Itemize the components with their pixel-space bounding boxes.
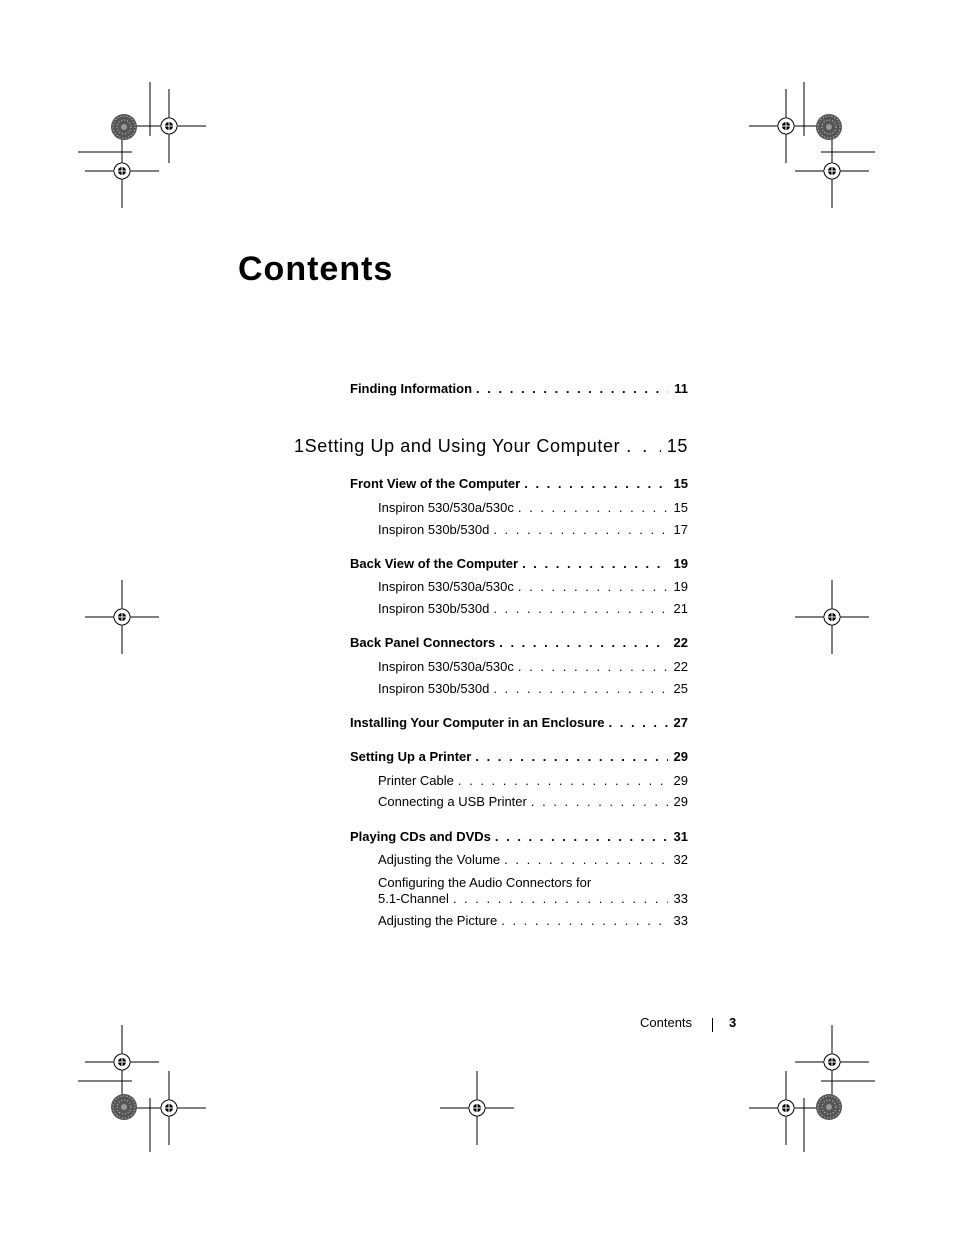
- toc-entry-page: 32: [673, 852, 688, 867]
- toc-subentry[interactable]: [378, 681, 688, 697]
- toc-entry-page: 29: [673, 794, 688, 809]
- toc-entry-page: 15: [673, 476, 688, 491]
- dot-leader: [493, 522, 668, 538]
- toc-entry-label: Printer Cable: [378, 773, 454, 788]
- dot-leader: [501, 913, 668, 929]
- toc-entry-label-line2: 5.1-Channel: [378, 891, 449, 906]
- toc-entry-label: Back View of the Computer: [350, 556, 519, 571]
- dot-leader: [493, 601, 668, 617]
- dot-leader: [522, 556, 668, 572]
- toc-entry-label: Adjusting the Volume: [378, 852, 501, 867]
- dot-leader: [453, 891, 668, 907]
- chapter-page: 15: [666, 436, 688, 456]
- toc-entry-page: 22: [673, 659, 688, 674]
- toc-subentry[interactable]: [378, 773, 688, 789]
- toc-entry-page: 11: [674, 381, 688, 396]
- footer-divider: [712, 1018, 713, 1032]
- toc-entry-page: 15: [673, 500, 688, 515]
- toc-entry-page: 25: [673, 681, 688, 696]
- toc-entry-page: 17: [673, 522, 688, 537]
- toc-entry-page: 31: [673, 829, 688, 844]
- dot-leader: [626, 436, 661, 457]
- dot-leader: [609, 715, 669, 731]
- dot-leader: [518, 659, 668, 675]
- toc-entry[interactable]: [350, 476, 688, 492]
- dot-leader: [499, 635, 668, 651]
- dot-leader: [518, 500, 668, 516]
- toc-subentry[interactable]: [378, 874, 688, 907]
- toc-entry-page: 22: [673, 635, 688, 650]
- toc-entry-page: 29: [673, 773, 688, 788]
- toc-subentry[interactable]: [378, 500, 688, 516]
- toc-entry-label: Configuring the Audio Connectors for: [378, 875, 592, 890]
- toc-entry-page: 27: [673, 715, 688, 730]
- toc-entry[interactable]: [350, 715, 688, 731]
- dot-leader: [524, 476, 668, 492]
- toc-entry-page: 33: [673, 891, 688, 906]
- toc-subentry[interactable]: [378, 852, 688, 868]
- toc-entry-label: Inspiron 530/530a/530c: [378, 500, 514, 515]
- dot-leader: [495, 829, 668, 845]
- footer-page-number: 3: [729, 1015, 737, 1030]
- dot-leader: [504, 852, 668, 868]
- toc-entry[interactable]: [350, 556, 688, 572]
- dot-leader: [493, 681, 668, 697]
- dot-leader: [458, 773, 668, 789]
- toc-subentry[interactable]: [378, 522, 688, 538]
- toc-entry-label: Front View of the Computer: [350, 476, 521, 491]
- chapter-heading[interactable]: [294, 436, 688, 457]
- toc-entry-label: Inspiron 530b/530d: [378, 681, 490, 696]
- toc-entry-label: Back Panel Connectors: [350, 635, 496, 650]
- toc-entry[interactable]: [350, 749, 688, 765]
- toc-entry-page: 19: [673, 579, 688, 594]
- toc-entry-label: Inspiron 530b/530d: [378, 601, 490, 616]
- toc-entry-finding-information[interactable]: [350, 381, 688, 397]
- dot-leader: [475, 749, 668, 765]
- footer-section-label: Contents: [640, 1015, 693, 1030]
- toc-subentry[interactable]: [378, 579, 688, 595]
- toc-entry-label: Connecting a USB Printer: [378, 794, 527, 809]
- toc-subentry[interactable]: [378, 659, 688, 675]
- toc-subentry[interactable]: [378, 913, 688, 929]
- toc-entry-label: Inspiron 530/530a/530c: [378, 659, 514, 674]
- dot-leader: [531, 794, 668, 810]
- toc-entry-label: Installing Your Computer in an Enclosure: [350, 715, 605, 730]
- chapter-number: 1: [294, 436, 305, 456]
- toc-entry-label: Adjusting the Picture: [378, 913, 498, 928]
- toc-subentry[interactable]: [378, 601, 688, 617]
- dot-leader: [518, 579, 668, 595]
- toc-entry[interactable]: [350, 635, 688, 651]
- toc-entry-continuation: [378, 891, 688, 907]
- toc-entry-label: Setting Up a Printer: [350, 749, 472, 764]
- toc-entry-label: Inspiron 530/530a/530c: [378, 579, 514, 594]
- chapter-title: Setting Up and Using Your Computer: [304, 436, 621, 456]
- toc-entry-label: Playing CDs and DVDs: [350, 829, 491, 844]
- page-title: Contents: [238, 250, 394, 288]
- toc-entry-page: 33: [673, 913, 688, 928]
- toc-entry-page: 21: [673, 601, 688, 616]
- toc-entry-page: 19: [673, 556, 688, 571]
- toc-subentry[interactable]: [378, 794, 688, 810]
- toc-entry-page: 29: [673, 749, 688, 764]
- toc-entry-label: Finding Information: [350, 381, 473, 396]
- toc-entry[interactable]: [350, 829, 688, 845]
- toc-entry-label: Inspiron 530b/530d: [378, 522, 490, 537]
- dot-leader: [476, 381, 668, 397]
